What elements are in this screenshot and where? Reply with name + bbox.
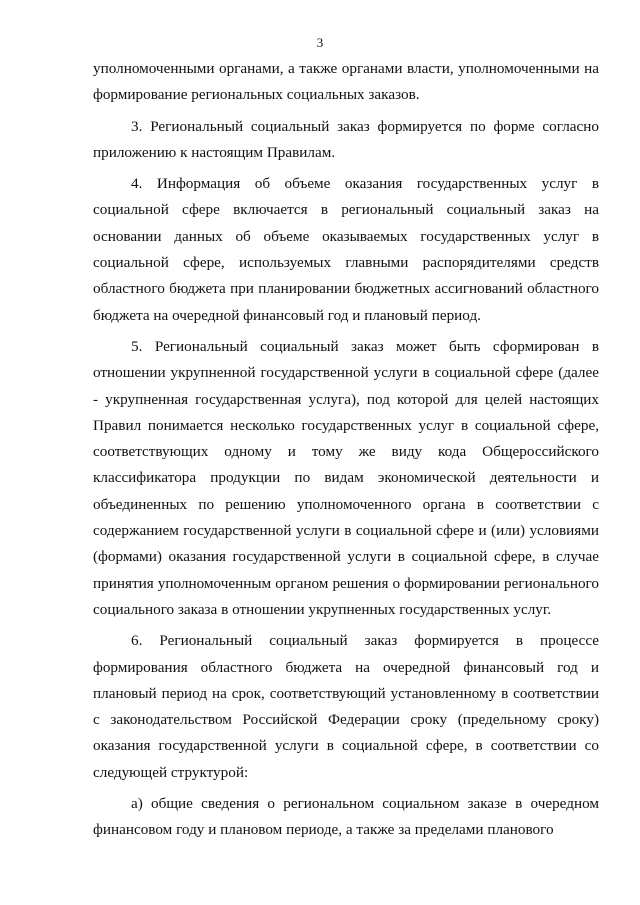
document-body: [93, 56, 599, 849]
page-number: 3: [316, 35, 324, 50]
paragraph-item-3: 3. Региональный социальный заказ формируется по форме согласно приложению к настоящим Правилам.: [93, 117, 599, 161]
paragraph-item-6a: а) общие сведения о региональном социальном заказе в очередном финансовом году и плановом периоде, а также за пределами планового: [93, 795, 599, 839]
paragraph-item-5: 5. Региональный социальный заказ может быть сформирован в отношении укрупненной государственной услуги в социальной сфере (далее - укрупненная государственная услуга), под которой для целей настоящих Правил понимается несколько государственных услуг в социальной сфере, соответствующих одному и тому же виду кода Общероссийского классификатора продукции по видам экономической деятельности и объединенных по решению уполномоченного органа в соответствии с содержанием государственной услуги в социальной сфере и (или) условиями (формами) оказания государственной услуги в социальной сфере, в случае принятия уполномоченным органом решения о формировании регионального социального заказа в отношении укрупненных государственных услуг.: [93, 337, 599, 618]
paragraph-item-4: 4. Информация об объеме оказания государственных услуг в социальной сфере включается в региональный социальный заказ на основании данных об объеме оказываемых государственных услуг в социальной сфере, используемых главными распорядителями средств областного бюджета при планировании бюджетных ассигнований областного бюджета на очередной финансовый год и плановый период.: [93, 175, 599, 324]
paragraph-continuation: уполномоченными органами, а также органами власти, уполномоченными на формирование региональных социальных заказов.: [93, 60, 599, 104]
paragraph-item-6: 6. Региональный социальный заказ формируется в процессе формирования областного бюджета на очередной финансовый год и плановый период на срок, соответствующий установленному в соответствии с законодательством Российской Федерации сроку (предельному сроку) оказания государственной услуги в социальной сфере, в соответствии со следующей структурой:: [93, 632, 599, 781]
